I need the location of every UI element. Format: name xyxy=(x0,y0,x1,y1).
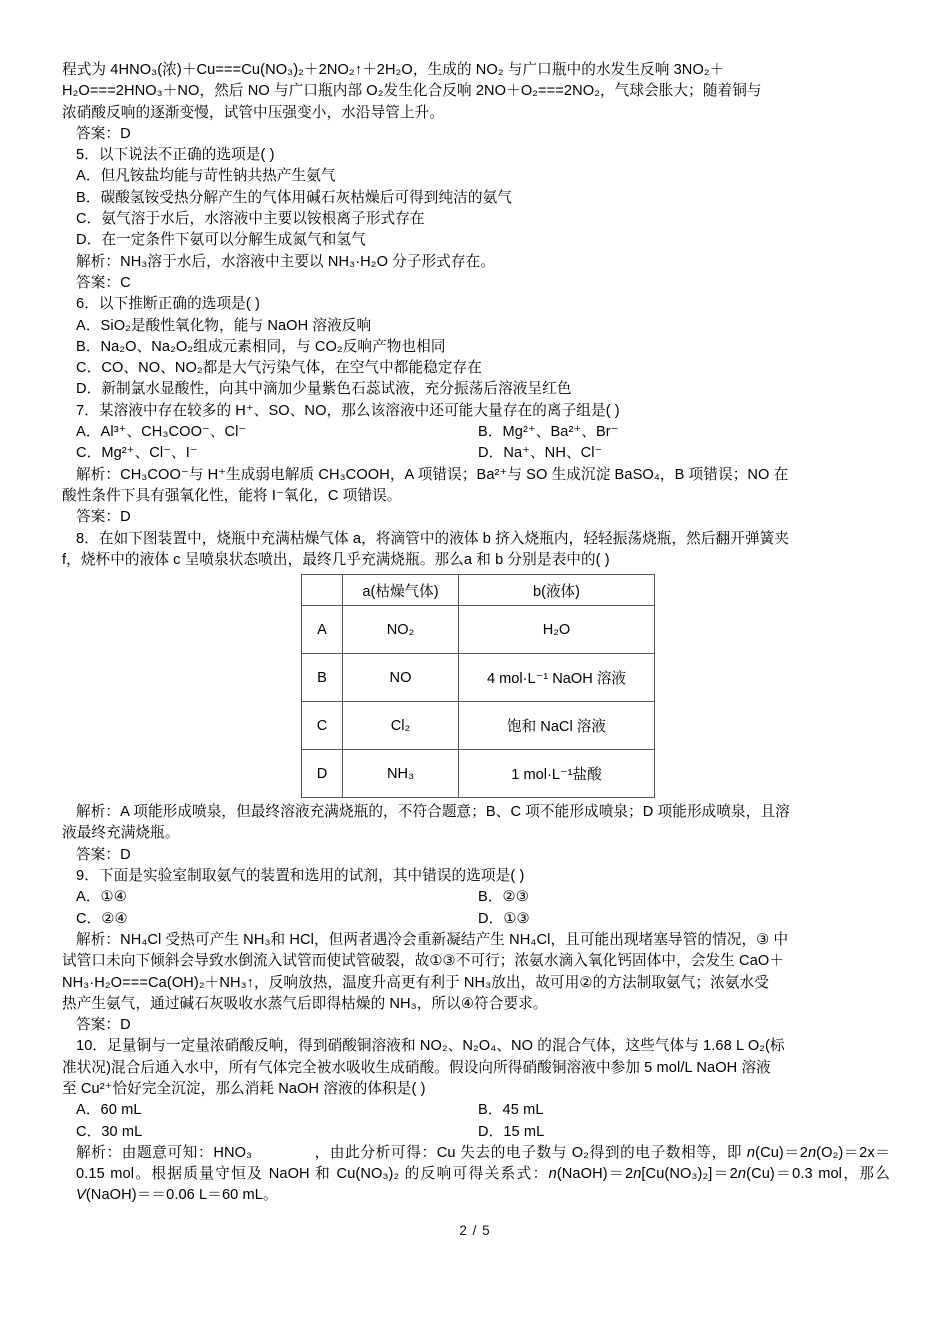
table-row-label-d: D xyxy=(302,750,343,798)
question-5-option-b[interactable]: B．碳酸氢铵受热分解产生的气体用碱石灰枯燥后可得到纯洁的氨气 xyxy=(76,189,512,206)
question-7-option-b[interactable]: B．Mg²⁺、Ba²⁺、Br⁻ xyxy=(478,424,619,441)
page-footer: 2 / 5 xyxy=(459,1223,491,1238)
question-9-answer: 答案：D xyxy=(76,1017,131,1034)
q10-exp-seg-5: (O₂)＝2x＝0.15 mol。根据质量守恒及 NaOH 和 Cu(NO₃)₂ 的反响可得关系式： xyxy=(76,1144,890,1183)
question-6-option-d[interactable]: D．新制氯水显酸性，向其中滴加少量紫色石蕊试液，充分振荡后溶液呈红色 xyxy=(76,381,572,398)
question-7-stem: 7．某溶液中存在较多的 H⁺、SO、NO，那么该溶液中还可能大量存在的离子组是( ) xyxy=(76,402,620,419)
q10-exp-seg-9: (Cu)＝0.3 mol，那么 xyxy=(746,1166,890,1183)
q10-exp-var-v: V xyxy=(76,1187,86,1204)
question-9-option-b[interactable]: B．②③ xyxy=(478,889,529,906)
table-row-label-c: C xyxy=(302,702,343,750)
q10-exp-seg-2: ，由此分析可得：Cu 失去的电子数与 O₂得到的电子数相等，即 xyxy=(314,1144,747,1161)
question-9-options-row-1 xyxy=(62,887,890,908)
question-8-answer: 答案：D xyxy=(76,846,131,863)
question-6-stem: 6．以下推断正确的选项是( ) xyxy=(76,296,260,313)
question-10-explanation xyxy=(62,1143,890,1207)
question-6-option-c[interactable]: C．CO、NO、NO₂都是大气污染气体，在空气中都能稳定存在 xyxy=(76,360,482,377)
question-9-explanation-line-1: 解析：NH₄Cl 受热可产生 NH₃和 HCl，但两者遇冷会重新凝结产生 NH₄Cl，且可能出现堵塞导管的情况，③ 中 xyxy=(76,931,789,948)
question-10-option-d[interactable]: D．15 mL xyxy=(478,1123,545,1140)
q4-answer: 答案：D xyxy=(76,125,131,142)
table-cell-gas-c: Cl₂ xyxy=(343,702,459,750)
q10-exp-seg-3: (Cu)＝ xyxy=(755,1144,800,1161)
question-7-explanation-line-1: 解析：CH₃COO⁻与 H⁺生成弱电解质 CH₃COOH，A 项错误；Ba²⁺与 SO 生成沉淀 BaSO₄，B 项错误；NO 在 xyxy=(76,466,789,483)
question-5-option-a[interactable]: A．但凡铵盐均能与苛性钠共热产生氨气 xyxy=(76,168,336,185)
question-9-explanation-line-2: 试管口未向下倾斜会导致水倒流入试管而使试管破裂，故①③不可行；浓氨水滴入氧化钙固体中，会发生 CaO＋ xyxy=(62,953,785,970)
question-9-stem: 9．下面是实验室制取氨气的装置和选用的试剂，其中错误的选项是( ) xyxy=(76,868,525,885)
q10-exp-seg-1: 解析：由题意可知：HNO₃ xyxy=(76,1144,253,1161)
question-7-option-c[interactable]: C．Mg²⁺、Cl⁻、I⁻ xyxy=(76,445,198,462)
question-9-option-c[interactable]: C．②④ xyxy=(76,910,128,927)
question-6-option-b[interactable]: B．Na₂O、Na₂O₂组成元素相同，与 CO₂反响产物也相同 xyxy=(76,338,446,355)
question-9-option-d[interactable]: D．①③ xyxy=(478,910,530,927)
question-10-option-a[interactable]: A．60 mL xyxy=(76,1102,142,1119)
question-5-explanation: 解析：NH₃溶于水后，水溶液中主要以 NH₃·H₂O 分子形式存在。 xyxy=(76,253,496,270)
question-10-stem-line-3: 至 Cu²⁺恰好完全沉淀，那么消耗 NaOH 溶液的体积是( ) xyxy=(62,1080,426,1097)
table-header-gas: a(枯燥气体) xyxy=(343,575,459,606)
q10-exp-var-n-3: n xyxy=(548,1166,557,1183)
q4-explanation-line-1: 程式为 4HNO₃(浓)＋Cu===Cu(NO₃)₂＋2NO₂↑＋2H₂O，生成的 NO₂ 与广口瓶中的水发生反响 3NO₂＋ xyxy=(62,62,725,78)
table-cell-liquid-b: 4 mol·L⁻¹ NaOH 溶液 xyxy=(459,654,655,702)
table-cell-gas-a: NO₂ xyxy=(343,606,459,654)
table-row-label-b: B xyxy=(302,654,343,702)
question-10-stem-line-2: 准状况)混合后通入水中，所有气体完全被水吸收生成硝酸。假设向所得硝酸铜溶液中参加 5 mol/L NaOH 溶液 xyxy=(62,1059,771,1076)
question-5-answer: 答案：C xyxy=(76,274,131,291)
table-row xyxy=(302,702,655,750)
q10-exp-seg-7: 2 xyxy=(624,1166,634,1183)
question-7-options-row-1 xyxy=(62,422,890,443)
table-header-liquid: b(液体) xyxy=(459,575,655,606)
table-row xyxy=(302,750,655,798)
question-9-explanation-line-3: NH₃·H₂O===Ca(OH)₂＋NH₃↑，反响放热，温度升高更有利于 NH₃放出，故可用②的方法制取氨气；浓氨水受 xyxy=(62,974,769,991)
question-7-answer: 答案：D xyxy=(76,509,131,526)
q10-exp-var-n-1: n xyxy=(746,1144,756,1161)
table-cell-liquid-a: H₂O xyxy=(459,606,655,654)
table-row xyxy=(302,606,655,654)
table-cell-gas-d: NH₃ xyxy=(343,750,459,798)
question-7-option-a[interactable]: A．Al³⁺、CH₃COO⁻、Cl⁻ xyxy=(76,424,247,441)
question-10-options-row-1 xyxy=(62,1100,890,1121)
question-5-option-d[interactable]: D．在一定条件下氨可以分解生成氮气和氢气 xyxy=(76,232,366,249)
q10-exp-var-n-2: n xyxy=(807,1144,817,1161)
table-row-label-a: A xyxy=(302,606,343,654)
question-8-block xyxy=(62,529,890,572)
q4-explanation-line-3: 浓硝酸反响的逐渐变慢，试管中压强变小，水沿导管上升。 xyxy=(62,104,445,121)
question-5-stem: 5．以下说法不正确的选项是( ) xyxy=(76,147,275,164)
question-5-option-c[interactable]: C．氨气溶于水后，水溶液中主要以铵根离子形式存在 xyxy=(76,211,425,228)
question-8-stem-line-1: 8．在如下图装置中，烧瓶中充满枯燥气体 a，将滴管中的液体 b 挤入烧瓶内，轻轻振荡烧瓶，然后翻开弹簧夹 xyxy=(76,530,790,547)
question-9-explanation-line-4: 热产生氨气，通过碱石灰吸收水蒸气后即得枯燥的 NH₃，所以④符合要求。 xyxy=(62,995,548,1012)
question-10-block xyxy=(62,1036,890,1206)
question-7-block xyxy=(62,401,890,529)
q10-exp-seg-10: (NaOH)＝＝0.06 L＝60 mL。 xyxy=(85,1187,278,1204)
question-7-options-row-2 xyxy=(62,443,890,464)
table-cell-liquid-c: 饱和 NaCl 溶液 xyxy=(459,702,655,750)
table-header-blank xyxy=(302,575,343,606)
question-6-block xyxy=(62,294,890,400)
question-10-options-row-2 xyxy=(62,1122,890,1143)
q10-exp-seg-8: [Cu(NO₃)₂]＝2 xyxy=(641,1166,738,1183)
question-7-explanation-line-2: 酸性条件下具有强氧化性，能将 I⁻氧化，C 项错误。 xyxy=(62,487,402,504)
question-6-option-a[interactable]: A．SiO₂是酸性氧化物，能与 NaOH 溶液反响 xyxy=(76,317,372,334)
question-10-option-b[interactable]: B．45 mL xyxy=(478,1102,544,1119)
question-7-option-d[interactable]: D．Na⁺、NH、Cl⁻ xyxy=(478,445,603,462)
table-header-row xyxy=(302,575,655,606)
question-8-explanation-block xyxy=(62,802,890,866)
q10-exp-var-n-4: n xyxy=(633,1166,642,1183)
question-9-option-a[interactable]: A．①④ xyxy=(76,889,127,906)
q4-explanation-block xyxy=(62,60,890,145)
question-8-table xyxy=(301,574,655,798)
q10-exp-seg-4: 2 xyxy=(799,1144,808,1161)
question-10-stem-line-1: 10．足量铜与一定量浓硝酸反响，得到硝酸铜溶液和 NO₂、N₂O₄、NO 的混合气体，这些气体与 1.68 L O₂(标 xyxy=(76,1038,785,1055)
question-9-options-row-2 xyxy=(62,909,890,930)
question-8-table-wrapper xyxy=(62,574,890,798)
question-8-stem-line-2: f，烧杯中的液体 c 呈喷泉状态喷出，最终几乎充满烧瓶。那么a 和 b 分别是表中的( ) xyxy=(62,551,610,568)
q10-exp-var-n-5: n xyxy=(737,1166,747,1183)
table-row xyxy=(302,654,655,702)
question-5-block xyxy=(62,145,890,294)
question-10-option-c[interactable]: C．30 mL xyxy=(76,1123,143,1140)
question-8-explanation-line-2: 液最终充满烧瓶。 xyxy=(62,825,180,842)
question-9-block xyxy=(62,866,890,1036)
table-cell-liquid-d: 1 mol·L⁻¹盐酸 xyxy=(459,750,655,798)
question-8-explanation-line-1: 解析：A 项能形成喷泉，但最终溶液充满烧瓶的，不符合题意；B、C 项不能形成喷泉；D 项能形成喷泉，且溶 xyxy=(76,804,790,821)
table-cell-gas-b: NO xyxy=(343,654,459,702)
q10-exp-seg-6: (NaOH)＝ xyxy=(556,1166,625,1183)
q4-explanation-line-2: H₂O===2HNO₃＋NO，然后 NO 与广口瓶内部 O₂发生化合反响 2NO＋O₂===2NO₂，气球会胀大；随着铜与 xyxy=(62,83,762,100)
